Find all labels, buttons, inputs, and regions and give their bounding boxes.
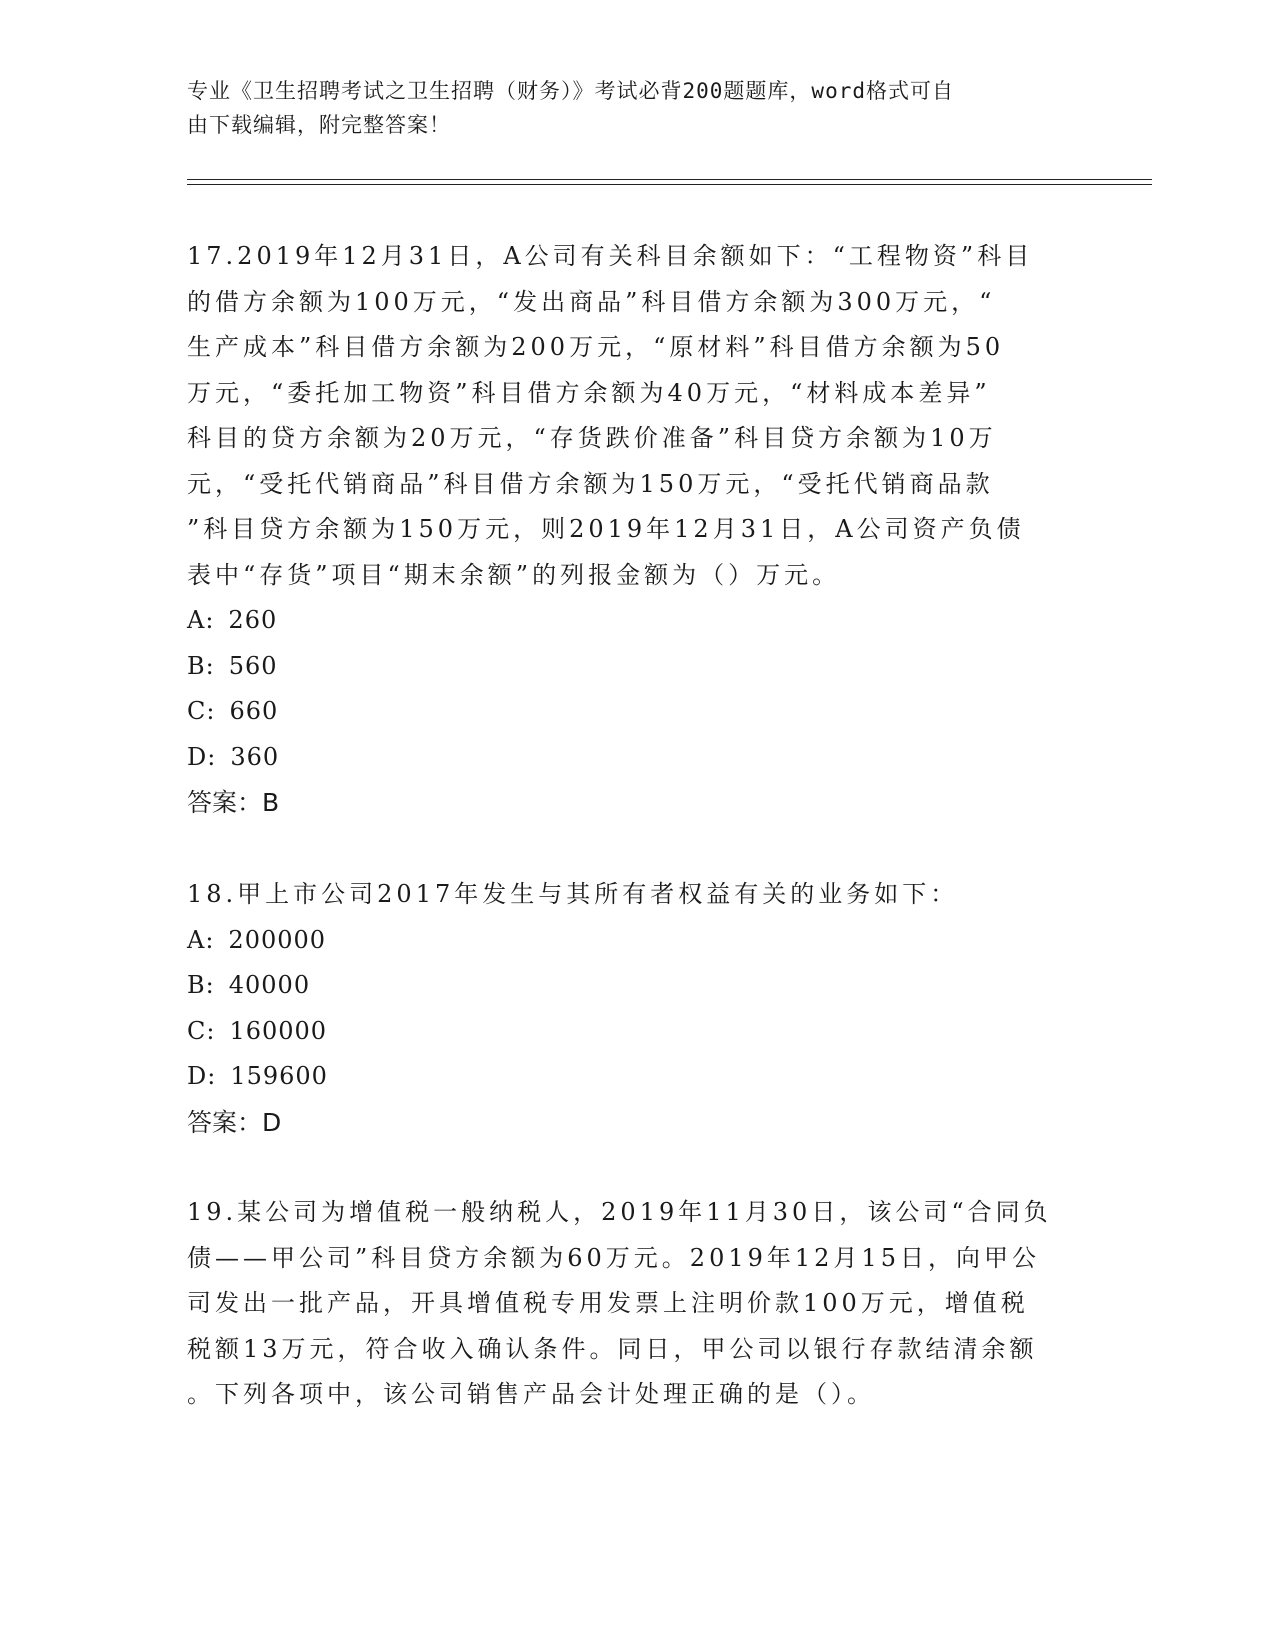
option-value: 40000 <box>228 971 311 999</box>
option-label: C: <box>187 1016 216 1045</box>
option-label: B: <box>187 651 215 680</box>
question-stem-line: ”科目贷方余额为150万元，则2019年12月31日，A公司资产负债 <box>187 515 1025 543</box>
question-stem-line: 19.某公司为增值税一般纳税人，2019年11月30日，该公司“合同负 <box>187 1198 1052 1226</box>
question-17 <box>187 234 1087 826</box>
question-stem-line: 表中“存货”项目“期末余额”的列报金额为（）万元。 <box>187 560 841 589</box>
question-stem-line: 元，“受托代销商品”科目借方余额为150万元，“受托代销商品款 <box>187 469 994 498</box>
header-divider-bottom <box>187 184 1152 185</box>
question-stem-line: 。下列各项中，该公司销售产品会计处理正确的是（）。 <box>187 1380 875 1408</box>
header-line-1: 专业《卫生招聘考试之卫生招聘（财务）》考试必背200题题库，word格式可自 <box>187 79 954 103</box>
question-stem-line: 司发出一批产品，开具增值税专用发票上注明价款100万元，增值税 <box>187 1289 1029 1317</box>
question-stem-line: 科目的贷方余额为20万元，“存货跌价准备”科目贷方余额为10万 <box>187 424 997 452</box>
option-value: 660 <box>229 697 279 725</box>
option-label: C: <box>187 697 216 725</box>
question-stem-line: 税额13万元，符合收入确认条件。同日，甲公司以银行存款结清余额 <box>187 1334 1038 1363</box>
question-stem-line: 生产成本”科目借方余额为200万元，“原材料”科目借方余额为50 <box>187 333 1005 361</box>
option-b <box>187 644 1087 690</box>
option-label: A: <box>187 925 215 954</box>
question-18 <box>187 872 1087 1145</box>
option-value: 159600 <box>230 1062 328 1090</box>
question-stem-line: 万元，“委托加工物资”科目借方余额为40万元，“材料成本差异” <box>187 378 991 407</box>
option-value: 200000 <box>228 925 327 954</box>
question-stem-line: 17.2019年12月31日，A公司有关科目余额如下：“工程物资”科目 <box>187 242 1034 270</box>
option-value: 560 <box>228 651 278 680</box>
option-d <box>187 735 1087 781</box>
answer-line: 答案：D <box>187 1107 282 1137</box>
option-d <box>187 1054 1087 1100</box>
option-label: A: <box>187 606 215 634</box>
option-label: D: <box>187 1062 217 1090</box>
header-divider-top <box>187 179 1152 180</box>
option-c <box>187 1009 1087 1055</box>
option-c <box>187 689 1087 735</box>
answer-line: 答案：B <box>187 788 280 817</box>
document-header <box>187 74 1067 142</box>
header-line-2: 由下载编辑，附完整答案！ <box>187 113 451 137</box>
option-a <box>187 918 1087 964</box>
question-stem-line: 的借方余额为100万元，“发出商品”科目借方余额为300万元，“ <box>187 287 996 316</box>
option-b <box>187 963 1087 1009</box>
option-value: 160000 <box>229 1016 328 1045</box>
option-value: 260 <box>228 606 278 634</box>
option-label: B: <box>187 971 215 999</box>
option-value: 360 <box>230 742 280 771</box>
question-19 <box>187 1190 1087 1418</box>
question-stem-line: 债——甲公司”科目贷方余额为60万元。2019年12月15日，向甲公 <box>187 1243 1040 1272</box>
option-label: D: <box>187 742 217 771</box>
question-stem-line: 18.甲上市公司2017年发生与其所有者权益有关的业务如下： <box>187 880 959 908</box>
option-a <box>187 598 1087 644</box>
